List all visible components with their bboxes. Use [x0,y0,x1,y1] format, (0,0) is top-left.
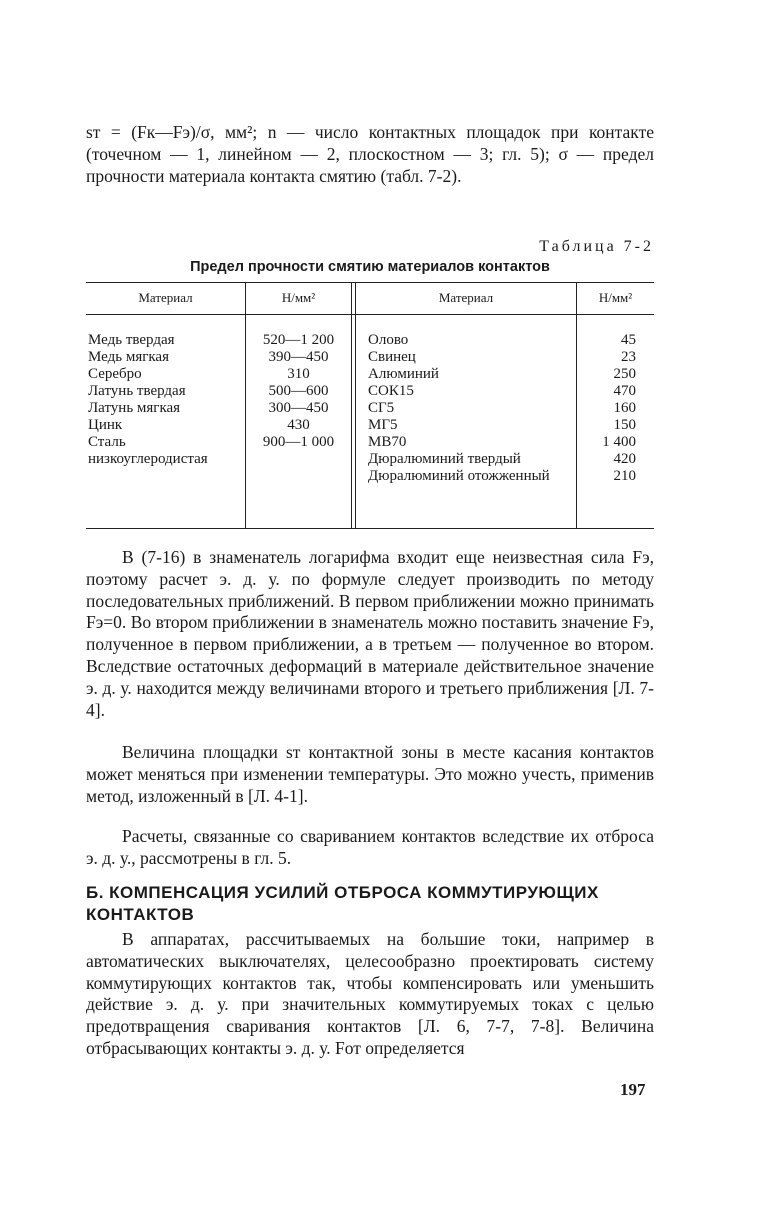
table-header-rule [86,314,654,315]
value-cell: 45 [621,332,636,348]
material-cell: Сталь низкоуглеродистая [88,434,208,467]
table-label: Таблица 7-2 [539,238,654,255]
value-cell: 900—1 000 [262,434,335,450]
value-cell: 150 [613,417,636,433]
header-material-left: Материал [138,289,193,305]
material-cell: Латунь мягкая [88,400,181,416]
value-cell: 420 [613,451,636,467]
material-cell: СГ5 [368,400,395,416]
table-divider [576,283,577,529]
left-value-column [246,332,351,451]
value-cell: 470 [613,383,636,399]
material-cell: Медь мягкая [88,349,169,365]
page-number: 197 [620,1080,646,1099]
body-paragraph: Величина площадки sт контактной зоны в месте касания контактов может меняться при изменении температуры. Это можно учесть, применив метод, изложенный в [Л. 4-1]. [86,742,654,806]
body-paragraph: В (7-16) в знаменатель логарифма входит еще неизвестная сила Fэ, поэтому расчет э. д. у. по формуле следует производить по методу последовательных приближений. В первом приближении можно принимать Fэ=0. Во втором приближении в знаменатель можно поставить значение Fэ, полученное в первом приближении, а в третьем — полученное во втором. Вследствие остаточных деформаций в материале действительное значение э. д. у. находится между величинами второго и третьего приближения [Л. 7-4]. [86,547,654,720]
header-value-right: Н/мм² [598,289,633,305]
value-cell: 250 [613,366,636,382]
value-cell: 390—450 [268,349,329,365]
right-material-column [368,332,573,485]
material-cell: Серебро [88,366,142,382]
table-double-divider [351,283,356,529]
material-cell: МГ5 [368,417,398,433]
material-cell: Дюралюминий отожженный [368,468,550,484]
table-title: Предел прочности смятию материалов контактов [190,259,550,275]
section-heading: Б. КОМПЕНСАЦИЯ УСИЛИЙ ОТБРОСА КОММУТИРУЮЩИХ КОНТАКТОВ [86,883,599,924]
value-cell: 520—1 200 [262,332,335,348]
material-cell: Олово [368,332,409,348]
value-cell: 500—600 [268,383,329,399]
material-cell: Алюминий [368,366,439,382]
value-cell: 210 [613,468,636,484]
right-value-column [580,332,636,485]
value-cell: 300—450 [268,400,329,416]
material-cell: Свинец [368,349,416,365]
material-cell: Цинк [88,417,123,433]
left-material-column [88,332,243,468]
material-cell: МВ70 [368,434,407,450]
value-cell: 310 [287,366,310,382]
value-cell: 430 [287,417,310,433]
material-cell: Латунь твердая [88,383,186,399]
table-bottom-rule [86,528,654,529]
value-cell: 1 400 [602,434,636,450]
value-cell: 23 [621,349,636,365]
material-cell: Медь твердая [88,332,175,348]
material-cell: Дюралюминий твердый [368,451,521,467]
body-paragraph: В аппаратах, рассчитываемых на большие токи, например в автоматических выключателях, целесообразно проектировать систему коммутирующих контактов так, чтобы компенсировать или уменьшить действие э. д. у. при значительных коммутируемых токах с целью предотвращения сваривания контактов [Л. 6, 7-7, 7-8]. Величина отбрасывающих контакты э. д. у. Fот определяется [86,929,654,1058]
body-paragraph: Расчеты, связанные со свариванием контактов вследствие их отброса э. д. у., рассмотрены в гл. 5. [86,826,654,868]
intro-paragraph: sт = (Fк—Fэ)/σ, мм²; n — число контактных площадок при контакте (точечном — 1, линейном — 2, плоскостном — 3; гл. 5); σ — предел прочности материала контакта смятию (табл. 7-2). [86,122,654,186]
header-material-right: Материал [438,289,494,305]
material-cell: СОК15 [368,383,414,399]
value-cell: 160 [613,400,636,416]
header-value-left: Н/мм² [281,289,316,305]
